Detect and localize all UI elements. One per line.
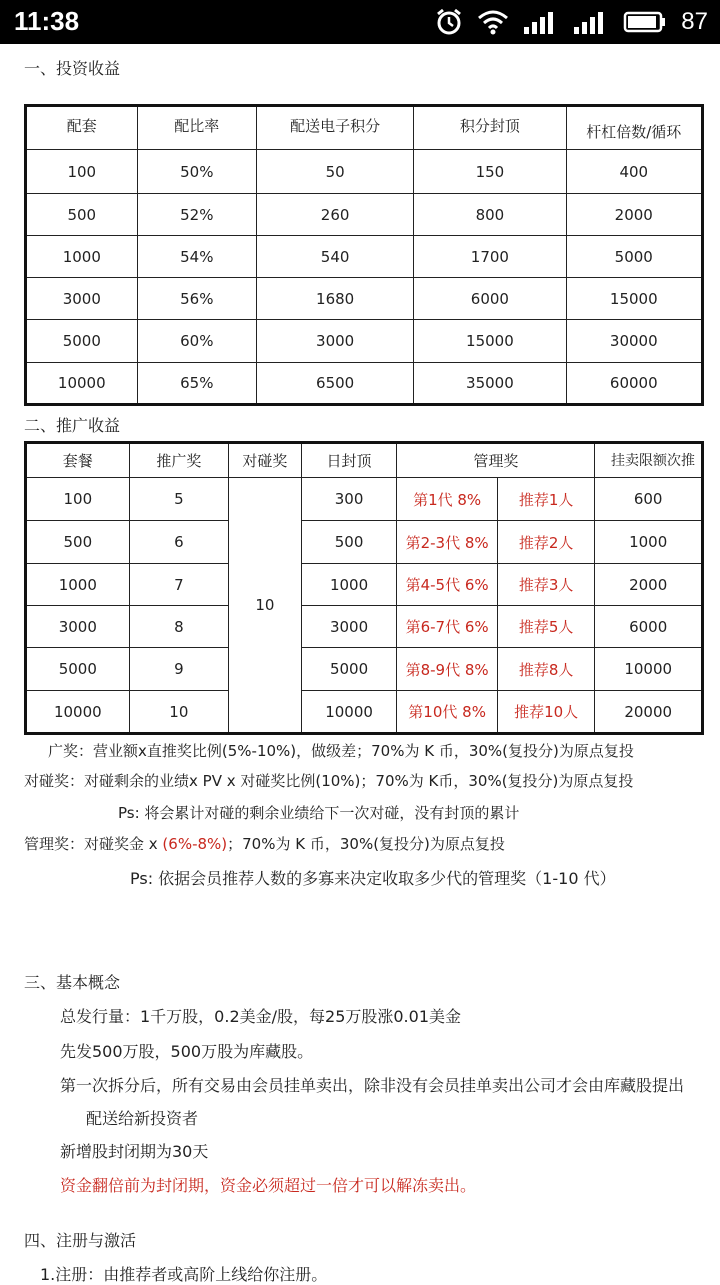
table-cell: 推荐5人	[497, 606, 594, 648]
table-cell: 5000	[26, 320, 138, 363]
table-cell: 5000	[566, 236, 702, 278]
table-cell: 3000	[301, 606, 397, 648]
table-cell: 500	[26, 194, 138, 236]
table-cell: 30000	[566, 320, 702, 363]
table-cell: 6000	[414, 278, 566, 320]
column-header: 挂卖限额次推	[595, 443, 703, 478]
table-cell: 52%	[137, 194, 256, 236]
table-cell: 推荐10人	[497, 691, 594, 734]
table-cell: 1700	[414, 236, 566, 278]
note-mgmt-suffix: ；70%为 K 币，30%(复投分)为原点复投	[227, 835, 505, 853]
table-cell: 100	[26, 478, 130, 521]
battery-icon	[623, 10, 667, 34]
table-cell: 推荐3人	[497, 564, 594, 606]
table-header-row	[26, 443, 703, 478]
note-pair-ps: Ps: 将会累计对碰的剩余业绩给下一次对碰，没有封顶的累计	[118, 804, 520, 822]
table-cell: 5000	[301, 648, 397, 691]
table-cell: 65%	[137, 363, 256, 405]
signal-icon	[523, 9, 559, 35]
table-cell: 10000	[26, 363, 138, 405]
battery-level: 87	[681, 8, 708, 35]
column-header: 套餐	[26, 443, 130, 478]
table-cell: 6500	[257, 363, 414, 405]
table-row	[26, 691, 703, 734]
table-cell: 54%	[137, 236, 256, 278]
table-cell: 2000	[566, 194, 702, 236]
table-cell: 15000	[414, 320, 566, 363]
column-header: 配套	[26, 106, 138, 150]
status-time: 11:38	[14, 6, 80, 36]
table-cell: 10000	[595, 648, 703, 691]
table-row	[26, 606, 703, 648]
alarm-icon	[435, 8, 463, 36]
table-cell: 推荐1人	[497, 478, 594, 521]
table-cell: 15000	[566, 278, 702, 320]
section-title-investment: 一、投资收益	[24, 59, 121, 78]
basics-line: 配送给新投资者	[86, 1109, 199, 1128]
table-cell: 第8-9代 8%	[397, 648, 497, 691]
table-cell: 第10代 8%	[397, 691, 497, 734]
table-cell: 600	[595, 478, 703, 521]
section-title-promotion: 二、推广收益	[24, 416, 121, 435]
investment-table	[24, 104, 704, 406]
table-cell: 第2-3代 8%	[397, 521, 497, 564]
section-title-registration: 四、注册与激活	[24, 1231, 137, 1250]
section-title-basics: 三、基本概念	[24, 973, 121, 992]
table-cell: 150	[414, 150, 566, 194]
table-cell: 800	[414, 194, 566, 236]
table-cell: 6000	[595, 606, 703, 648]
table-cell: 5000	[26, 648, 130, 691]
column-header: 管理奖	[397, 443, 595, 478]
table-cell: 60000	[566, 363, 702, 405]
table-header-row	[26, 106, 703, 150]
table-row	[26, 478, 703, 521]
status-bar	[0, 0, 720, 44]
table-cell: 7	[129, 564, 228, 606]
column-header: 日封顶	[301, 443, 397, 478]
table-cell: 20000	[595, 691, 703, 734]
column-header: 积分封顶	[414, 106, 566, 150]
table-cell: 3000	[26, 278, 138, 320]
table-cell: 10	[129, 691, 228, 734]
table-cell: 9	[129, 648, 228, 691]
table-row	[26, 521, 703, 564]
table-cell: 10000	[301, 691, 397, 734]
table-cell: 1680	[257, 278, 414, 320]
basics-line: 先发500万股，500万股为库藏股。	[60, 1042, 314, 1061]
table-cell: 1000	[26, 236, 138, 278]
table-cell: 5	[129, 478, 228, 521]
column-header: 推广奖	[129, 443, 228, 478]
table-cell: 8	[129, 606, 228, 648]
table-cell: 1000	[301, 564, 397, 606]
table-cell: 260	[257, 194, 414, 236]
table-cell: 400	[566, 150, 702, 194]
table-cell: 推荐2人	[497, 521, 594, 564]
table-cell: 500	[26, 521, 130, 564]
note-mgmt-ps: Ps: 依据会员推荐人数的多寡来决定收取多少代的管理奖（1-10 代）	[130, 869, 616, 888]
table-cell: 第4-5代 6%	[397, 564, 497, 606]
promotion-table	[24, 441, 704, 735]
signal-icon	[573, 9, 609, 35]
table-cell: 50	[257, 150, 414, 194]
table-cell: 35000	[414, 363, 566, 405]
table-cell: 3000	[26, 606, 130, 648]
basics-line: 总发行量：1千万股，0.2美金/股，每25万股涨0.01美金	[60, 1007, 462, 1026]
table-cell: 500	[301, 521, 397, 564]
registration-line: 1.注册：由推荐者或高阶上线给你注册。	[40, 1265, 328, 1284]
table-row	[26, 150, 703, 194]
table-cell: 10000	[26, 691, 130, 734]
table-row	[26, 363, 703, 405]
table-cell: 540	[257, 236, 414, 278]
note-mgmt	[24, 833, 505, 854]
table-cell: 56%	[137, 278, 256, 320]
basics-line: 新增股封闭期为30天	[60, 1142, 209, 1161]
table-cell: 第1代 8%	[397, 478, 497, 521]
table-cell: 推荐8人	[497, 648, 594, 691]
wifi-icon	[477, 9, 509, 35]
note-mgmt-prefix: 管理奖：对碰奖金 x	[24, 835, 163, 853]
table-cell: 50%	[137, 150, 256, 194]
column-header: 杆杠倍数/循环	[566, 106, 702, 150]
table-row	[26, 320, 703, 363]
table-row	[26, 236, 703, 278]
note-promo: 广奖：营业额x直推奖比例(5%-10%)，做级差；70%为 K 币，30%(复投分)为原点复投	[48, 742, 634, 760]
column-header: 配送电子积分	[257, 106, 414, 150]
pair-bonus-cell: 10	[229, 478, 302, 734]
basics-warning: 资金翻倍前为封闭期，资金必须超过一倍才可以解冻卖出。	[60, 1176, 477, 1195]
table-row	[26, 194, 703, 236]
table-cell: 第6-7代 6%	[397, 606, 497, 648]
column-header: 对碰奖	[229, 443, 302, 478]
note-mgmt-rate: (6%-8%)	[162, 835, 228, 853]
table-row	[26, 278, 703, 320]
table-cell: 2000	[595, 564, 703, 606]
table-cell: 6	[129, 521, 228, 564]
table-cell: 1000	[595, 521, 703, 564]
table-cell: 60%	[137, 320, 256, 363]
table-cell: 300	[301, 478, 397, 521]
table-row	[26, 648, 703, 691]
table-cell: 3000	[257, 320, 414, 363]
column-header: 配比率	[137, 106, 256, 150]
note-pair: 对碰奖：对碰剩余的业绩x PV x 对碰奖比例(10%)；70%为 K币，30%(复投分)为原点复投	[24, 772, 634, 790]
basics-line: 第一次拆分后，所有交易由会员挂单卖出，除非没有会员挂单卖出公司才会由库藏股提出	[60, 1076, 685, 1095]
table-row	[26, 564, 703, 606]
table-cell: 100	[26, 150, 138, 194]
table-cell: 1000	[26, 564, 130, 606]
